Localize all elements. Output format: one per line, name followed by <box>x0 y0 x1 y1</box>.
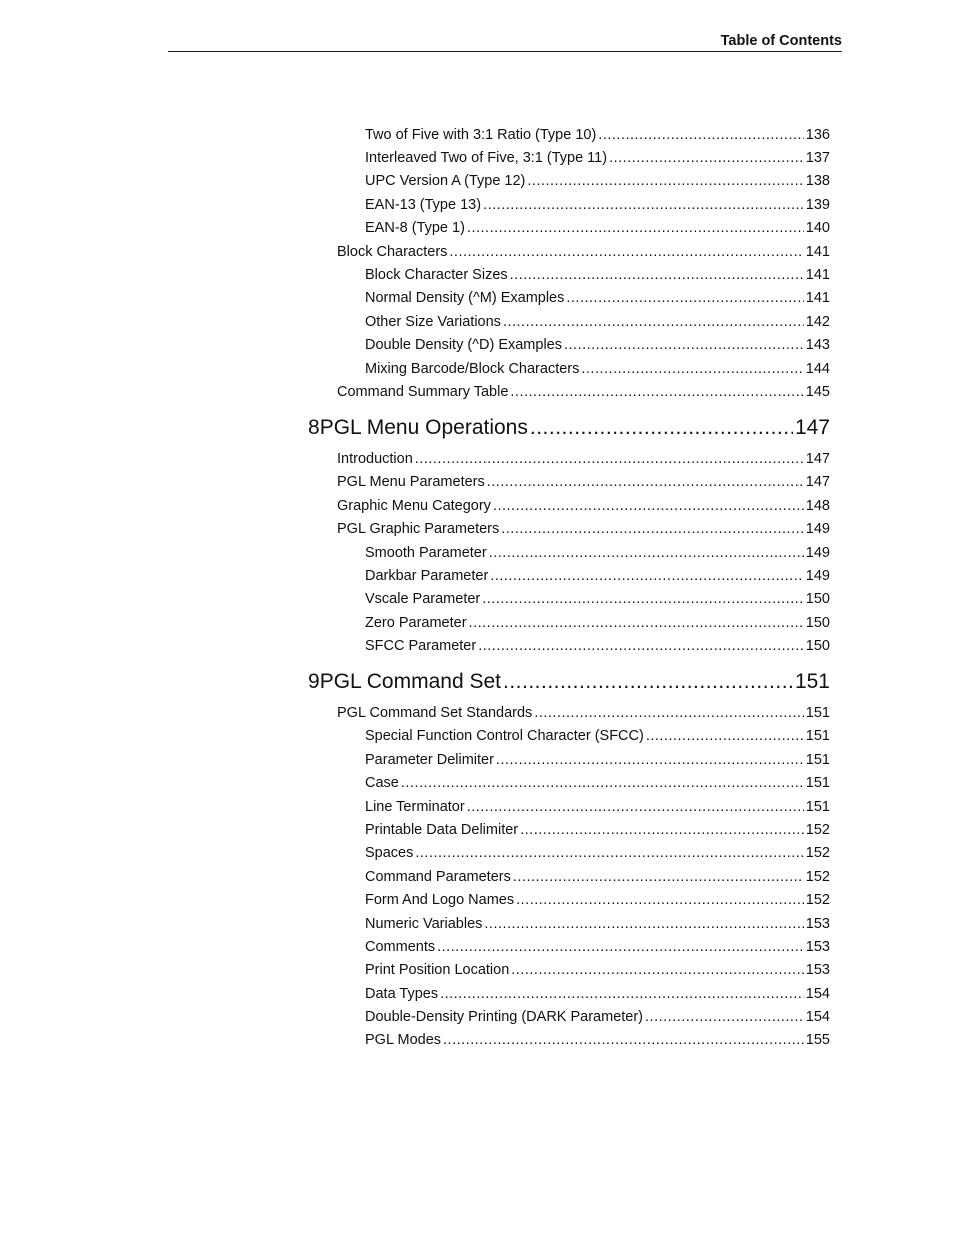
toc-entry-title: Zero Parameter <box>365 615 467 631</box>
toc-entry-page: 141 <box>805 244 830 260</box>
dot-leader <box>483 195 804 215</box>
chapter-number: 8 <box>308 416 320 439</box>
toc-entry-title: Command Summary Table <box>337 384 509 400</box>
dot-leader <box>598 125 804 145</box>
dot-leader <box>581 359 803 379</box>
dot-leader <box>401 773 804 793</box>
toc-entry[interactable] <box>365 797 830 817</box>
dot-leader <box>443 1030 804 1050</box>
dot-leader <box>527 171 803 191</box>
dot-leader <box>489 543 804 563</box>
dot-leader <box>482 589 804 609</box>
dot-leader <box>510 265 804 285</box>
dot-leader <box>646 726 804 746</box>
toc-entry-page: 150 <box>805 591 830 607</box>
toc-entry-page: 152 <box>805 869 830 885</box>
toc-entry-title: EAN-8 (Type 1) <box>365 220 465 236</box>
toc-entry-title: Printable Data Delimiter <box>365 822 519 838</box>
toc-entry[interactable] <box>365 265 830 285</box>
toc-chapter-page: 147 <box>794 416 830 439</box>
toc-entry-title: Print Position Location <box>365 962 510 978</box>
toc-entry[interactable] <box>365 148 830 168</box>
toc-entry-title: Interleaved Two of Five, 3:1 (Type 11) <box>365 150 608 166</box>
toc-entry[interactable] <box>365 914 830 934</box>
toc-chapter-title: PGL Menu Operations <box>319 416 528 439</box>
toc-entry[interactable] <box>365 984 830 1004</box>
toc-entry-title: PGL Menu Parameters <box>337 474 485 490</box>
toc-entry-title: Case <box>365 775 399 791</box>
toc-entry-page: 152 <box>805 822 830 838</box>
chapter-number: 9 <box>308 670 320 693</box>
toc-entry-title: Data Types <box>365 986 439 1002</box>
toc-entry-title: PGL Command Set Standards <box>337 705 533 721</box>
toc-entry[interactable] <box>365 195 830 215</box>
dot-leader <box>490 566 804 586</box>
toc-entry[interactable] <box>365 288 830 308</box>
toc-entry[interactable] <box>337 242 830 262</box>
dot-leader <box>469 613 804 633</box>
dot-leader <box>493 496 804 516</box>
toc-entry-page: 149 <box>805 545 830 561</box>
toc-entry[interactable] <box>337 496 830 516</box>
toc-entry[interactable] <box>337 449 830 469</box>
toc-entry-title: Darkbar Parameter <box>365 568 489 584</box>
toc-entry-title: SFCC Parameter <box>365 638 477 654</box>
dot-leader <box>501 519 804 539</box>
toc-entry-page: 151 <box>805 705 830 721</box>
toc-chapter-page: 151 <box>794 670 830 693</box>
toc-entry-page: 136 <box>805 127 830 143</box>
dot-leader <box>513 867 804 887</box>
toc-entry[interactable] <box>365 312 830 332</box>
toc-entry-title: Block Character Sizes <box>365 267 508 283</box>
dot-leader <box>487 472 804 492</box>
toc-entry-page: 154 <box>805 1009 830 1025</box>
dot-leader <box>467 797 804 817</box>
toc-entry-page: 152 <box>805 892 830 908</box>
toc-entry-page: 138 <box>805 173 830 189</box>
toc-entry-page: 151 <box>805 728 830 744</box>
toc-entry[interactable] <box>365 543 830 563</box>
toc-entry-title: Form And Logo Names <box>365 892 515 908</box>
toc-entry-title: Special Function Control Character (SFCC) <box>365 728 644 744</box>
toc-entry[interactable] <box>365 890 830 910</box>
toc-entry-title: Comments <box>365 939 436 955</box>
toc-entry-title: Vscale Parameter <box>365 591 481 607</box>
dot-leader <box>516 890 804 910</box>
dot-leader <box>564 335 804 355</box>
toc-entry-title: Double Density (^D) Examples <box>365 337 562 353</box>
toc-entry[interactable] <box>365 773 830 793</box>
toc-entry-title: Smooth Parameter <box>365 545 487 561</box>
toc-entry-title: Introduction <box>337 451 413 467</box>
dot-leader <box>415 449 804 469</box>
toc-entry-page: 144 <box>805 361 830 377</box>
toc-entry[interactable] <box>365 820 830 840</box>
toc-entry[interactable] <box>365 960 830 980</box>
dot-leader <box>510 382 803 402</box>
toc-entry[interactable] <box>337 703 830 723</box>
toc-entry[interactable] <box>365 843 830 863</box>
toc-entry-page: 141 <box>805 290 830 306</box>
toc-entry[interactable] <box>365 636 830 656</box>
dot-leader <box>503 668 793 696</box>
toc-entry[interactable] <box>365 1007 830 1027</box>
dot-leader <box>511 960 804 980</box>
dot-leader <box>496 750 804 770</box>
toc-entry-page: 141 <box>805 267 830 283</box>
toc-entry-page: 150 <box>805 638 830 654</box>
toc-entry-title: Graphic Menu Category <box>337 498 491 514</box>
toc-entry-page: 143 <box>805 337 830 353</box>
toc-entry-title: Spaces <box>365 845 414 861</box>
toc-entry-page: 151 <box>805 752 830 768</box>
dot-leader <box>437 937 804 957</box>
toc-entry-page: 148 <box>805 498 830 514</box>
toc-chapter-title: PGL Command Set <box>319 670 501 693</box>
toc-entry-page: 142 <box>805 314 830 330</box>
toc-entry[interactable] <box>337 382 830 402</box>
dot-leader <box>534 703 803 723</box>
toc-entry-title: UPC Version A (Type 12) <box>365 173 526 189</box>
toc-entry[interactable] <box>337 519 830 539</box>
toc-entry-title: Other Size Variations <box>365 314 501 330</box>
dot-leader <box>484 914 803 934</box>
toc-entry[interactable] <box>365 750 830 770</box>
toc-entry-page: 149 <box>805 568 830 584</box>
toc-entry-title: EAN-13 (Type 13) <box>365 197 482 213</box>
toc-entry-title: Double-Density Printing (DARK Parameter) <box>365 1009 644 1025</box>
running-header <box>168 32 842 52</box>
toc-entry-page: 151 <box>805 775 830 791</box>
toc-entry-page: 147 <box>805 474 830 490</box>
toc-entry-page: 155 <box>805 1032 830 1048</box>
toc-entry-page: 153 <box>805 939 830 955</box>
toc-entry-title: Line Terminator <box>365 799 465 815</box>
toc-entry-page: 137 <box>805 150 830 166</box>
toc-entry-title: Normal Density (^M) Examples <box>365 290 565 306</box>
toc-entry[interactable] <box>365 726 830 746</box>
dot-leader <box>530 414 793 442</box>
toc-entry-title: Block Characters <box>337 244 448 260</box>
toc-entry-page: 147 <box>805 451 830 467</box>
toc-entry-title: Command Parameters <box>365 869 511 885</box>
toc-entry-page: 145 <box>805 384 830 400</box>
toc-entry-page: 152 <box>805 845 830 861</box>
toc-entry[interactable] <box>365 125 830 145</box>
toc-entry[interactable] <box>365 218 830 238</box>
toc-entry[interactable] <box>365 613 830 633</box>
toc-entry-title: PGL Graphic Parameters <box>337 521 500 537</box>
toc-chapter-9[interactable] <box>308 668 830 696</box>
dot-leader <box>503 312 804 332</box>
toc-entry-page: 153 <box>805 962 830 978</box>
toc-entry[interactable] <box>337 472 830 492</box>
dot-leader <box>449 242 803 262</box>
toc-entry[interactable] <box>365 1030 830 1050</box>
toc-entry-page: 150 <box>805 615 830 631</box>
toc-entry-title: Mixing Barcode/Block Characters <box>365 361 580 377</box>
toc-entry[interactable] <box>365 566 830 586</box>
toc-entry[interactable] <box>365 937 830 957</box>
toc-entry-page: 151 <box>805 799 830 815</box>
dot-leader <box>566 288 803 308</box>
toc-entry-title: Parameter Delimiter <box>365 752 494 768</box>
toc-entry[interactable] <box>365 359 830 379</box>
toc-entry-page: 153 <box>805 916 830 932</box>
toc-entry-page: 154 <box>805 986 830 1002</box>
toc-entry[interactable] <box>365 867 830 887</box>
toc-entry[interactable] <box>365 171 830 191</box>
dot-leader <box>467 218 804 238</box>
dot-leader <box>478 636 804 656</box>
dot-leader <box>520 820 804 840</box>
dot-leader <box>645 1007 804 1027</box>
running-header-title: Table of Contents <box>720 33 842 49</box>
toc-chapter-8[interactable] <box>308 414 830 442</box>
toc-entry-page: 140 <box>805 220 830 236</box>
toc-entry-title: Two of Five with 3:1 Ratio (Type 10) <box>365 127 597 143</box>
dot-leader <box>609 148 804 168</box>
toc-entry-title: Numeric Variables <box>365 916 483 932</box>
dot-leader <box>415 843 803 863</box>
toc-entry-page: 149 <box>805 521 830 537</box>
toc-entry-page: 139 <box>805 197 830 213</box>
dot-leader <box>440 984 804 1004</box>
toc-entry-title: PGL Modes <box>365 1032 442 1048</box>
toc-entry[interactable] <box>365 589 830 609</box>
toc-entry[interactable] <box>365 335 830 355</box>
